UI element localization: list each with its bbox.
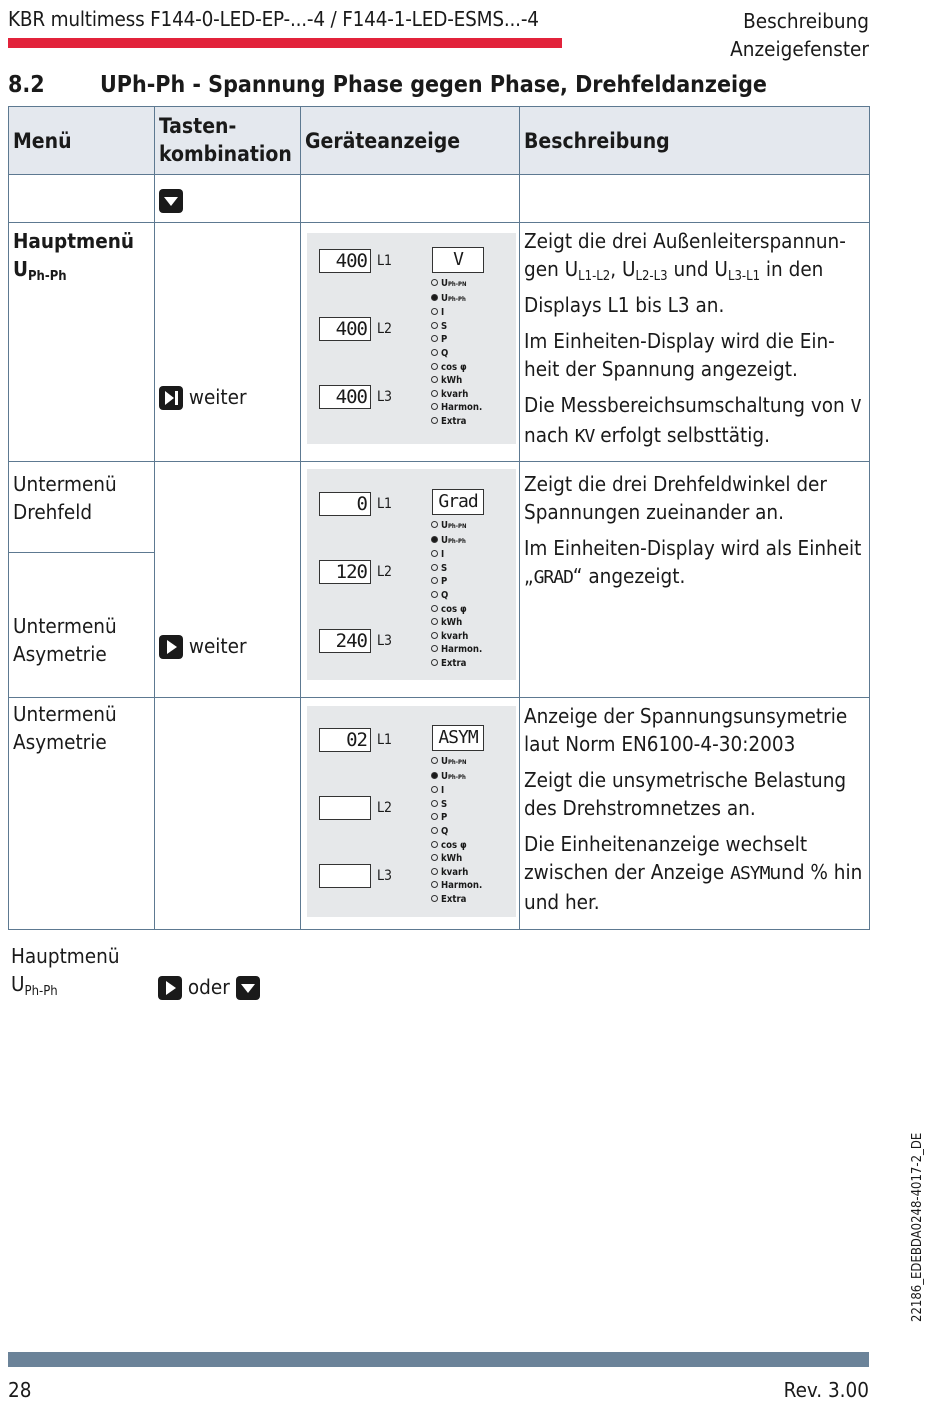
menu-asym-line-2: Asymetrie — [13, 642, 107, 666]
header-keys-line-1: Tasten- — [159, 114, 237, 138]
lcd-label-l1: L1 — [377, 732, 393, 748]
lcd-label-l2: L2 — [377, 564, 393, 580]
menu-rotation-line-1: Untermenü — [13, 472, 117, 496]
lcd-label-l2: L2 — [377, 321, 393, 337]
page-number: 28 — [8, 1378, 32, 1402]
chapter-line-1: Beschreibung — [743, 9, 869, 33]
desc-paragraph-2: Zeigt die unsymetrische Belastung des Drehstromnetzes an. — [524, 768, 847, 820]
lcd-l2: 120 — [319, 560, 371, 584]
table-row-asymmetry — [9, 698, 870, 930]
description-cell — [520, 223, 870, 462]
lcd-l3 — [319, 864, 371, 888]
indicator-harmon: Harmon. — [431, 401, 482, 415]
header-keys-line-2: kombination — [159, 142, 292, 166]
section-number: 8.2 — [8, 72, 45, 98]
return-menu-subtitle: $U_{Ph-Ph}$ — [11, 972, 58, 999]
lcd-label-l1: L1 — [377, 253, 393, 269]
skip-key-icon — [159, 386, 183, 410]
device-display — [307, 233, 516, 444]
description-cell-asymmetry — [520, 698, 870, 930]
indicator-list: UPh-PN UPh-Ph I S P Q cos φ kWh kvarh Harmon. Extra — [431, 519, 482, 671]
return-menu-title: Hauptmenü — [11, 944, 120, 968]
key-label: weiter — [188, 634, 247, 658]
desc-paragraph-1: Anzeige der Spannungsunsymetrie laut Norm EN6100-4-30:2003 — [524, 704, 848, 756]
device-display — [307, 469, 516, 680]
menu-asym-line-2: Asymetrie — [13, 730, 107, 754]
section-heading — [8, 72, 767, 98]
header-accent-bar — [8, 38, 562, 48]
key-cell-asymmetry — [155, 698, 301, 930]
indicator-list — [431, 277, 482, 429]
menu-asym-line-1: Untermenü — [13, 614, 117, 638]
section-title: UPh-Ph - Spannung Phase gegen Phase, Drehfeldanzeige — [100, 72, 767, 98]
lcd-l1: 0 — [319, 492, 371, 516]
desc-paragraph-2: Im Einheiten-Display wird die Ein-heit der Spannung angezeigt. — [524, 329, 835, 381]
display-cell-rotation — [301, 462, 520, 698]
revision-label: Rev. 3.00 — [783, 1378, 869, 1402]
lcd-l3: 240 — [319, 629, 371, 653]
key-cell-rotation — [155, 462, 301, 698]
cell-divider — [8, 552, 155, 553]
indicator-kvarh: kvarh — [431, 388, 482, 402]
table-header-row — [9, 107, 870, 175]
chapter-line-2: Anzeigefenster — [730, 37, 869, 61]
desc-paragraph-3: Die Einheitenanzeige wechselt zwischen der Anzeige ASYMund % hin und her. — [524, 832, 863, 914]
menu-subtitle: $U_{Ph-Ph}$ — [13, 257, 67, 284]
unit-display: ASYM — [432, 725, 484, 751]
indicator-cos-phi: cos φ — [431, 361, 482, 375]
key-cell — [155, 223, 301, 462]
indicator-q: Q — [431, 347, 482, 361]
lcd-l1: 02 — [319, 728, 371, 752]
description-cell-rotation — [520, 462, 870, 698]
footer-bar — [8, 1352, 869, 1367]
unit-display: V — [432, 247, 484, 273]
entry-key-cell — [155, 175, 301, 223]
indicator-kwh: kWh — [431, 374, 482, 388]
document-title: KBR multimess F144-0-LED-EP-...-4 / F144-1-LED-ESMS...-4 — [8, 7, 539, 31]
entry-menu-cell — [9, 175, 155, 223]
lcd-l2: 400 — [319, 317, 371, 341]
down-key-icon — [236, 976, 260, 1000]
lcd-label-l3: L3 — [377, 633, 393, 649]
right-key-icon — [159, 635, 183, 659]
menu-rotation-line-2: Drehfeld — [13, 500, 93, 524]
header-menu: Menü — [9, 107, 155, 175]
indicator-i: I — [431, 306, 482, 320]
table-row-entry — [9, 175, 870, 223]
lcd-l3: 400 — [319, 385, 371, 409]
lcd-label-l2: L2 — [377, 800, 393, 816]
key-label: weiter — [188, 385, 247, 409]
header-description: Beschreibung — [520, 107, 870, 175]
menu-asym-line-1: Untermenü — [13, 702, 117, 726]
document-code: 22186_EDEBDA0248-4017-2_DE — [910, 1132, 925, 1322]
device-display — [307, 706, 516, 917]
indicator-s: S — [431, 320, 482, 334]
lcd-label-l3: L3 — [377, 389, 393, 405]
display-cell-asymmetry — [301, 698, 520, 930]
unit-display: Grad — [432, 489, 484, 515]
right-key-icon — [158, 976, 182, 1000]
header-display: Geräteanzeige — [301, 107, 520, 175]
indicator-u-ph-pn: UPh-PN — [431, 277, 482, 292]
indicator-extra: Extra — [431, 415, 482, 429]
desc-paragraph-1: Zeigt die drei Drehfeldwinkel der Spannungen zueinander an. — [524, 472, 827, 524]
desc-paragraph-3: Die Messbereichsumschaltung von V nach KV erfolgt selbsttätig. — [524, 393, 861, 447]
desc-paragraph-2: Im Einheiten-Display wird als Einheit „GRAD“ angezeigt. — [524, 536, 862, 588]
return-key-combination — [158, 975, 260, 1000]
or-label: oder — [187, 975, 230, 999]
indicator-u-ph-ph: UPh-Ph — [431, 292, 482, 307]
table-row-main-menu — [9, 223, 870, 462]
entry-desc-cell — [520, 175, 870, 223]
display-cell — [301, 223, 520, 462]
lcd-label-l3: L3 — [377, 868, 393, 884]
desc-paragraph-1: Zeigt die drei Außenleiterspannun-gen $U_{L1-L2}$, $U_{L2-L3}$ und $U_{L3-L1}$ in den Displays L1 bis L3 an. — [524, 229, 846, 317]
menu-cell-asymmetry — [9, 698, 155, 930]
header-keys — [155, 107, 301, 175]
return-menu-label — [11, 942, 120, 1006]
indicator-list: UPh-PN UPh-Ph I S P Q cos φ kWh kvarh Harmon. Extra — [431, 755, 482, 907]
menu-title: Hauptmenü — [13, 229, 135, 253]
lcd-l2 — [319, 796, 371, 820]
entry-display-cell — [301, 175, 520, 223]
table-row-rotation — [9, 462, 870, 698]
menu-cell — [9, 223, 155, 462]
menu-table — [8, 106, 870, 930]
chapter-heading — [730, 7, 869, 63]
down-key-icon — [159, 189, 183, 213]
lcd-label-l1: L1 — [377, 496, 393, 512]
menu-cell-rotation — [9, 462, 155, 698]
lcd-l1: 400 — [319, 249, 371, 273]
indicator-p: P — [431, 333, 482, 347]
